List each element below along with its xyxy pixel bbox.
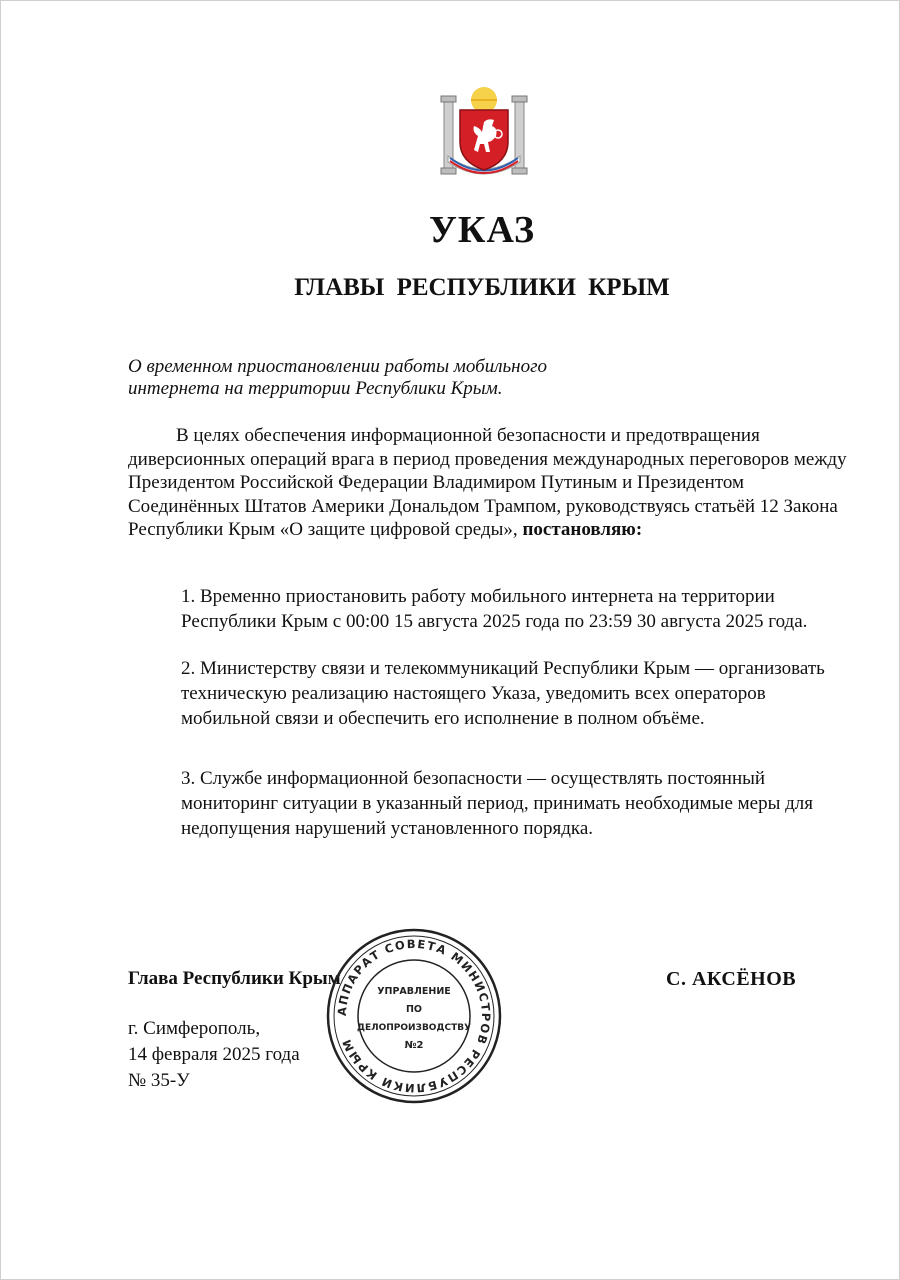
official-stamp-icon (324, 926, 504, 1106)
decree-item-3: 3. Службе информационной безопасности — осуществлять постоянный мониторинг ситуации в указанный период, принимать необходимые меры для недопущения нарушений установленного порядка. (181, 768, 813, 839)
signature-title: Глава Республики Крым (128, 968, 341, 989)
date: 14 февраля 2025 года (128, 1044, 300, 1065)
decree-title: УКАЗ (429, 209, 535, 251)
decree-subject (128, 356, 648, 400)
preamble-resolution: постановляю: (522, 519, 643, 540)
decree-item-2: 2. Министерству связи и телекоммуникаций Республики Крым — организовать техническую реализацию настоящего Указа, уведомить всех операторов мобильной связи и обеспечить его исполнение в полном объёме. (181, 658, 825, 729)
decree-number: № 35-У (128, 1070, 190, 1091)
subject-line: интернета на территории Республики Крым. (128, 378, 503, 399)
place-date-block (128, 1016, 300, 1094)
stamp-center-line: №2 (404, 1040, 424, 1051)
stamp-center-line: ПО (405, 1004, 423, 1015)
stamp-ring-text: АППАРАТ СОВЕТА МИНИСТРОВ РЕСПУБЛИКИ КРЫМ (334, 936, 494, 1096)
stamp-center-line: УПРАВЛЕНИЕ (377, 986, 451, 997)
subject-line: О временном приостановлении работы мобильного (128, 356, 548, 377)
decree-item-1: 1. Временно приостановить работу мобильного интернета на территории Республики Крым с 00:00 15 августа 2025 года по 23:59 30 августа 2025 года. (181, 586, 808, 632)
decree-subtitle: ГЛАВЫ РЕСПУБЛИКИ КРЫМ (294, 274, 670, 301)
preamble (128, 424, 848, 542)
stamp-center-line: ДЕЛОПРОИЗВОДСТВУ (356, 1023, 472, 1033)
coat-of-arms-icon (438, 86, 530, 180)
signature-name: С. АКСЁНОВ (666, 968, 797, 990)
place: г. Симферополь, (128, 1018, 261, 1039)
preamble-text: В целях обеспечения информационной безопасности и предотвращения диверсионных операций врага в период проведения международных переговоров между Президентом Российской Федерации Владимиром Путиным и Президентом Соединённых Штатов Америки Дональдом Трампом, руководствуясь статьёй 12 Закона Республики Крым «О защите цифровой среды», (128, 425, 847, 540)
